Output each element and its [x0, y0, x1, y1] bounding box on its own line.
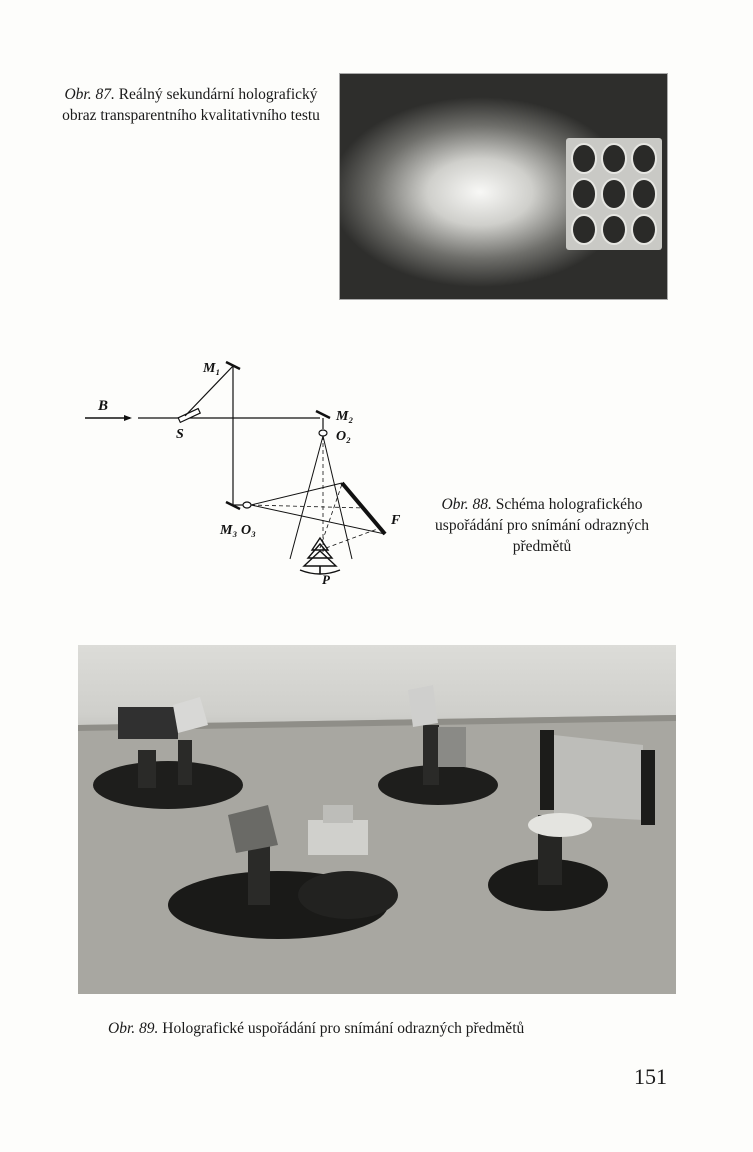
ref-axis — [251, 505, 364, 508]
pattern-cell — [571, 143, 597, 174]
objective3-shape — [243, 502, 251, 508]
mirror2-shape — [316, 411, 330, 418]
pattern-cell — [571, 214, 597, 245]
figure-87-caption — [60, 84, 322, 126]
ref-upper — [251, 483, 342, 505]
splitter-shape — [178, 409, 200, 423]
label-splitter: S — [176, 427, 184, 442]
pattern-cell — [601, 178, 627, 209]
figure-87-number: Obr. 87. — [64, 86, 115, 103]
label-beam: B — [98, 398, 109, 414]
label-mirror1: M₁ — [203, 361, 221, 376]
pattern-cell — [601, 143, 627, 174]
pattern-cell — [601, 214, 627, 245]
figure-88-caption — [412, 494, 672, 557]
label-mirror3: M₃ — [220, 523, 238, 538]
test-pattern — [566, 138, 662, 250]
figure-89-photo — [78, 645, 676, 994]
label-object: P — [322, 572, 330, 587]
label-film: F — [391, 513, 401, 528]
page-number: 151 — [634, 1064, 667, 1089]
beam-arrowhead — [124, 415, 132, 421]
figure-89-number: Obr. 89. — [108, 1020, 159, 1037]
figure-87-photo — [339, 73, 668, 300]
cone-right — [323, 436, 352, 559]
figure-89-caption — [108, 1018, 668, 1039]
label-objective2: O₂ — [336, 429, 351, 444]
figure-87-text: Reálný sekundární holografický obraz transparentního kvalitativního testu — [62, 86, 320, 124]
objective2-shape — [319, 430, 327, 436]
pattern-cell — [631, 143, 657, 174]
figure-88-diagram — [80, 352, 420, 592]
label-mirror2: M₂ — [336, 409, 354, 424]
object-tree-icon — [300, 538, 340, 574]
figure-88-text: Schéma holografického uspořádání pro snímání odrazných předmětů — [435, 496, 649, 555]
figure-89-text: Holografické uspořádání pro snímání odrazných předmětů — [162, 1020, 525, 1037]
pattern-cell — [631, 178, 657, 209]
figure-88-number: Obr. 88. — [441, 496, 492, 513]
pattern-cell — [631, 214, 657, 245]
label-objective3: O₃ — [241, 523, 256, 538]
pattern-cell — [571, 178, 597, 209]
